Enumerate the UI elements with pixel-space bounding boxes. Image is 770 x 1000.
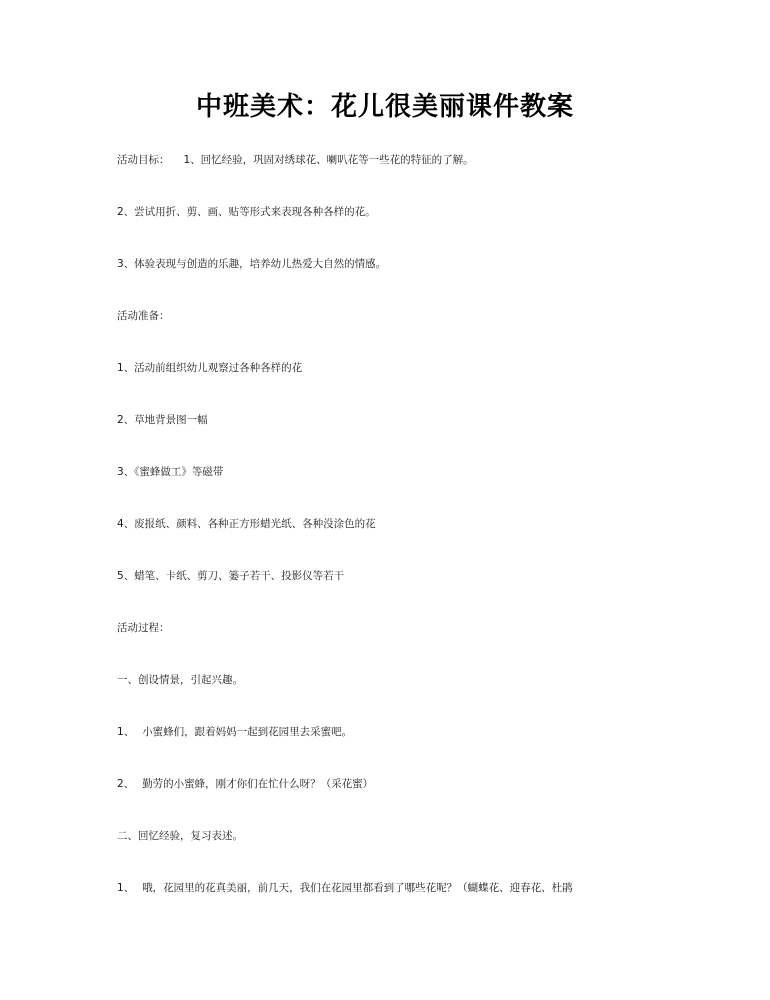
line-number: 2 [117, 206, 124, 218]
text-line-process-1-2 [117, 777, 373, 791]
text-line-prep-3 [117, 465, 223, 479]
line-number: 1 [117, 726, 124, 738]
line-tail: 小蜜蜂们，跟着妈妈一起到花园里去采蜜吧。 [142, 726, 353, 738]
section-heading-process [117, 621, 170, 635]
line-prefix: 活动目标： [117, 154, 170, 166]
line-number: 3 [117, 258, 124, 270]
text-line-prep-1 [117, 361, 302, 375]
line-text: 、蜡笔、卡纸、剪刀、篓子若干、投影仪等若干 [123, 570, 345, 582]
line-text: 二、回忆经验，复习表述。 [117, 830, 243, 842]
line-text: 、草地背景图一幅 [123, 414, 208, 426]
line-text: 、活动前组织幼儿观察过各种各样的花 [123, 362, 303, 374]
line-number: 5 [117, 570, 124, 582]
text-line-prep-2 [117, 413, 208, 427]
line-number: 1 [117, 362, 124, 374]
line-number: 1 [117, 882, 124, 894]
text-line-goal-2 [117, 205, 376, 219]
line-number: 2 [117, 414, 124, 426]
line-text: 、废报纸、颜料、各种正方形蜡光纸、各种没涂色的花 [123, 518, 376, 530]
line-number: 2 [117, 778, 124, 790]
section-heading-preparation [117, 309, 170, 323]
line-text: 、体验表现与创造的乐趣，培养幼儿热爱大自然的情感。 [123, 258, 387, 270]
text-line-process-2-1 [117, 881, 573, 895]
line-text: 、 [123, 882, 135, 894]
text-line-goal-1 [117, 153, 474, 167]
line-tail: 勤劳的小蜜蜂，刚才你们在忙什么呀？（采花蜜） [142, 778, 374, 790]
line-text: 一、创设情景，引起兴趣。 [117, 674, 243, 686]
line-number: 1 [183, 154, 191, 166]
line-tail: 哦，花园里的花真美丽，前几天，我们在花园里都看到了哪些花呢？（蝴蝶花、迎春花、杜鹃 [142, 882, 573, 894]
line-text: 活动过程： [117, 622, 170, 634]
subsection-heading-1 [117, 673, 243, 687]
line-text: 、回忆经验，巩固对绣球花、喇叭花等一些花的特征的了解。 [190, 154, 474, 166]
line-text: 、 [123, 726, 135, 738]
line-number: 4 [117, 518, 124, 530]
text-line-goal-3 [117, 257, 386, 271]
text-line-prep-4 [117, 517, 376, 531]
line-text: 、《蜜蜂做工》等磁带 [123, 466, 224, 478]
line-number: 3 [117, 466, 124, 478]
text-line-prep-5 [117, 569, 344, 583]
text-line-process-1-1 [117, 725, 352, 739]
line-text: 活动准备： [117, 310, 170, 322]
line-text: 、尝试用折、剪、画、贴等形式来表现各种各样的花。 [123, 206, 376, 218]
subsection-heading-2 [117, 829, 243, 843]
line-text: 、 [123, 778, 135, 790]
document-title: 中班美术：花儿很美丽课件教案 [195, 92, 574, 122]
